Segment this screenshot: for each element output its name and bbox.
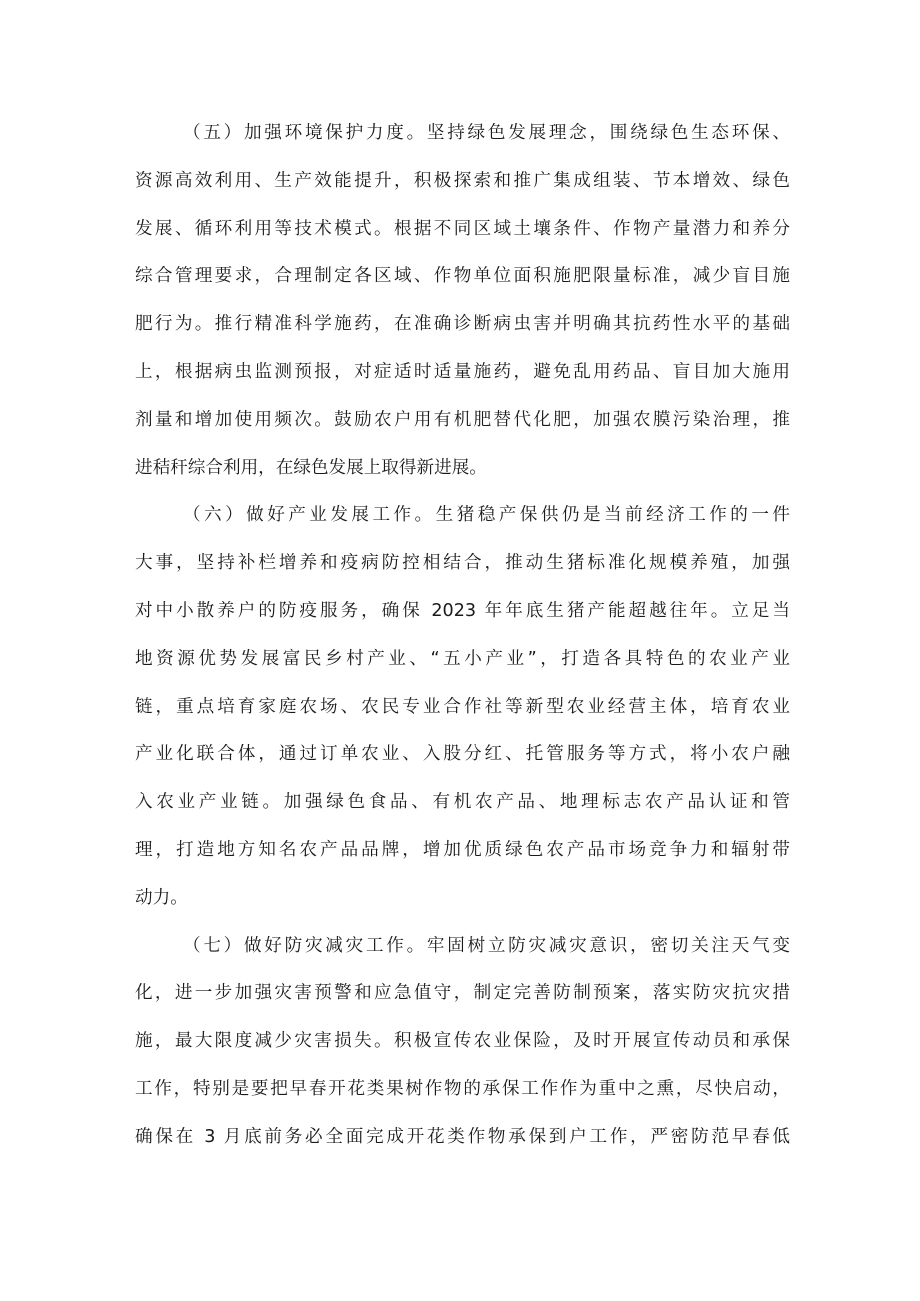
paragraph-line: 化，进一步加强灾害预警和应急值守，制定完善防制预案，落实防灾抗灾措 xyxy=(135,983,790,1004)
paragraph-industry-development xyxy=(135,492,790,922)
paragraph-line: 动力。 xyxy=(135,887,188,908)
paragraph-line: 发展、循环利用等技术模式。根据不同区域土壤条件、作物产量潜力和养分 xyxy=(135,218,790,239)
paragraph-line: 上，根据病虫监测预报，对症适时适量施药，避免乱用药品、盲目加大施用 xyxy=(135,361,790,382)
paragraph-line: （六）做好产业发展工作。生猪稳产保供仍是当前经济工作的一件 xyxy=(183,505,790,526)
document-body xyxy=(135,110,790,1162)
paragraph-line: 资源高效利用、生产效能提升，积极探索和推广集成组装、节本增效、绿色 xyxy=(135,170,790,191)
paragraph-line: 确保在 3 月底前务必全面完成开花类作物承保到户工作，严密防范早春低 xyxy=(135,1126,790,1147)
paragraph-line: （五）加强环境保护力度。坚持绿色发展理念，围绕绿色生态环保、 xyxy=(183,123,790,143)
paragraph-line: （七）做好防灾减灾工作。牢固树立防灾减灾意识，密切关注天气变 xyxy=(183,935,790,956)
paragraph-line: 肥行为。推行精准科学施药，在准确诊断病虫害并明确其抗药性水平的基础 xyxy=(135,314,790,335)
paragraph-line: 入农业产业链。加强绿色食品、有机农产品、地理标志农产品认证和管 xyxy=(135,792,790,813)
paragraph-line: 地资源优势发展富民乡村产业、“五小产业”，打造各具特色的农业产业 xyxy=(135,648,790,669)
paragraph-line: 大事，坚持补栏增养和疫病防控相结合，推动生猪标准化规模养殖，加强 xyxy=(135,553,790,574)
paragraph-line: 产业化联合体，通过订单农业、入股分红、托管服务等方式，将小农户融 xyxy=(135,744,790,765)
paragraph-line: 进秸秆综合利用，在绿色发展上取得新进展。 xyxy=(135,457,487,478)
paragraph-line: 对中小散养户的防疫服务，确保 2023 年年底生猪产能超越往年。立足当 xyxy=(135,600,790,621)
paragraph-line: 理，打造地方知名农产品品牌，增加优质绿色农产品市场竞争力和辐射带 xyxy=(135,839,790,860)
paragraph-line: 施，最大限度减少灾害损失。积极宣传农业保险，及时开展宣传动员和承保 xyxy=(135,1031,790,1052)
paragraph-line: 工作，特别是要把早春开花类果树作物的承保工作作为重中之熏，尽快启动， xyxy=(135,1078,790,1099)
paragraph-environment-protection xyxy=(135,110,790,492)
paragraph-line: 剂量和增加使用频次。鼓励农户用有机肥替代化肥，加强农膜污染治理，推 xyxy=(135,409,790,430)
paragraph-line: 综合管理要求，合理制定各区域、作物单位面积施肥限量标准，减少盲目施 xyxy=(135,266,790,287)
paragraph-line: 链，重点培育家庭农场、农民专业合作社等新型农业经营主体，培育农业 xyxy=(135,696,790,717)
paragraph-disaster-prevention xyxy=(135,923,790,1162)
